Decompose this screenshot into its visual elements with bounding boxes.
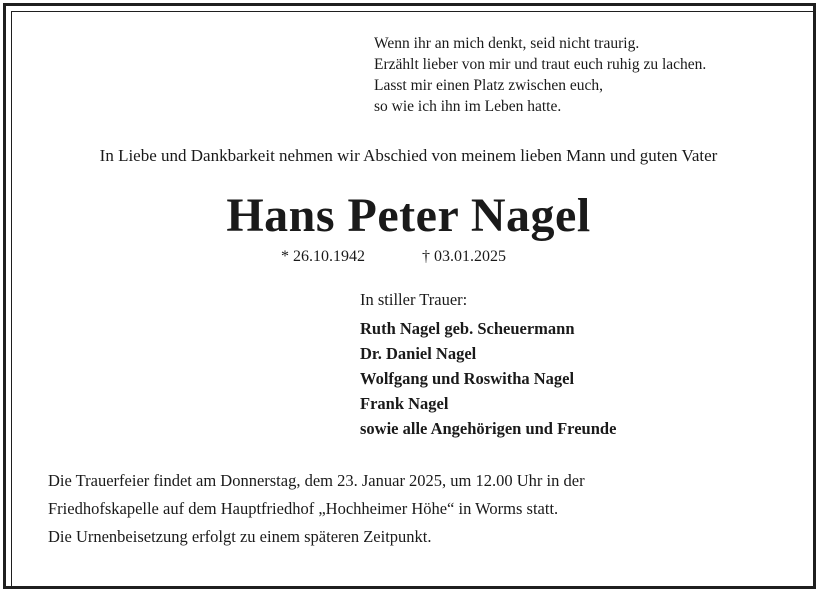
death-date: † 03.01.2025 bbox=[422, 248, 506, 265]
mourner-name: Ruth Nagel geb. Scheuermann bbox=[360, 319, 575, 338]
birth-date: * 26.10.1942 bbox=[281, 248, 365, 265]
intro-text: In Liebe und Dankbarkeit nehmen wir Abschied von meinem lieben Mann und guten Vater bbox=[99, 146, 718, 165]
poem-line: Wenn ihr an mich denkt, seid nicht traurig. bbox=[374, 35, 640, 52]
mourner-name: Frank Nagel bbox=[360, 394, 449, 413]
mourner-name: sowie alle Angehörigen und Freunde bbox=[360, 419, 617, 438]
funeral-info-line: Die Urnenbeisetzung erfolgt zu einem späteren Zeitpunkt. bbox=[48, 527, 432, 546]
poem-line: Erzählt lieber von mir und traut euch ruhig zu lachen. bbox=[374, 56, 707, 73]
mourner-name: Wolfgang und Roswitha Nagel bbox=[360, 369, 575, 388]
mourners-list bbox=[360, 316, 616, 441]
deceased-name: Hans Peter Nagel bbox=[226, 189, 591, 242]
poem-line: Lasst mir einen Platz zwischen euch, bbox=[374, 77, 603, 94]
funeral-info-line: Die Trauerfeier findet am Donnerstag, dem 23. Januar 2025, um 12.00 Uhr in der bbox=[48, 471, 585, 490]
funeral-info-line: Friedhofskapelle auf dem Hauptfriedhof „Hochheimer Höhe“ in Worms statt. bbox=[48, 499, 559, 518]
mourner-name: Dr. Daniel Nagel bbox=[360, 344, 477, 363]
mourning-label: In stiller Trauer: bbox=[360, 290, 468, 309]
poem bbox=[374, 33, 706, 117]
funeral-info bbox=[48, 467, 585, 551]
poem-line: so wie ich ihn im Leben hatte. bbox=[374, 98, 562, 115]
